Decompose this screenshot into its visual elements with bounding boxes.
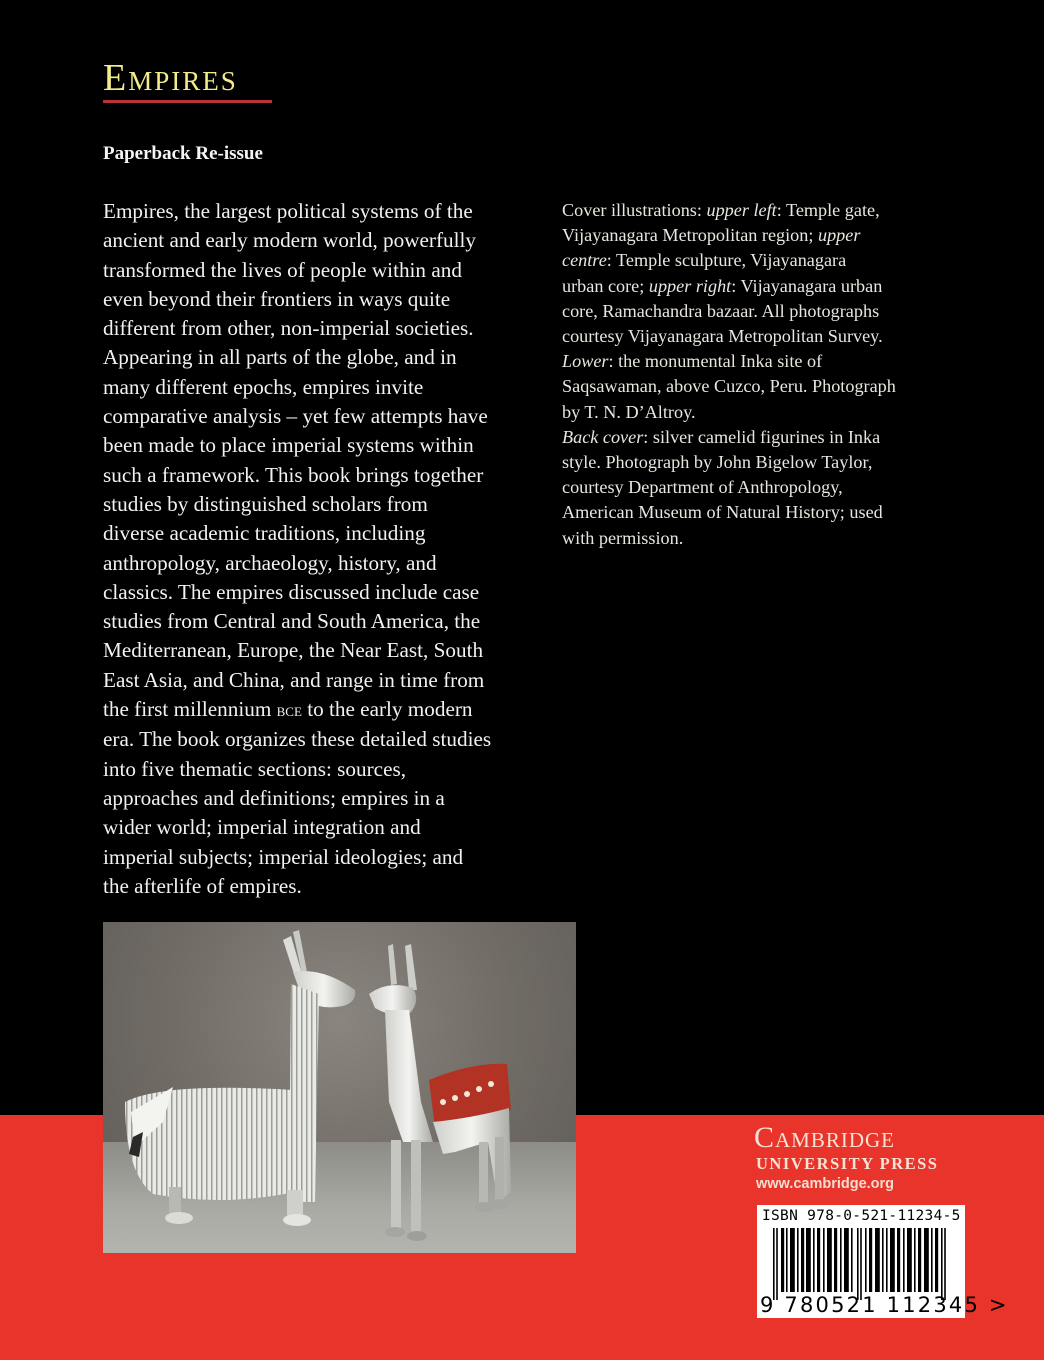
edition-label: Paperback Re-issue bbox=[103, 143, 263, 164]
credit-line: by T. N. D’Altroy. bbox=[562, 401, 696, 422]
book-title: Empires bbox=[103, 57, 238, 99]
blurb-line: Empires, the largest political systems of the bbox=[103, 199, 473, 223]
blurb-line: many different epochs, empires invite bbox=[103, 374, 424, 399]
blurb-text: to the early modern bbox=[301, 697, 473, 722]
small-llama bbox=[369, 944, 511, 1241]
credit-line bbox=[562, 274, 952, 299]
bce-abbreviation: bce bbox=[276, 700, 302, 721]
blurb-line: wider world; imperial integration and bbox=[103, 815, 421, 840]
camelid-figurines-photo bbox=[103, 922, 576, 1253]
blurb-line: anthropology, archaeology, history, and bbox=[103, 550, 437, 575]
blurb-line: even beyond their frontiers in ways quite bbox=[103, 286, 451, 311]
credit-italic: Back cover bbox=[562, 426, 644, 447]
credit-italic: Lower bbox=[562, 351, 609, 372]
credit-line bbox=[562, 223, 952, 248]
llama-figurines-illustration bbox=[103, 922, 576, 1253]
credit-line: courtesy Vijayanagara Metropolitan Survey. bbox=[562, 326, 883, 347]
publisher-name: Cambridge bbox=[754, 1121, 896, 1154]
credit-line bbox=[562, 248, 952, 273]
credit-line: style. Photograph by John Bigelow Taylor, bbox=[562, 452, 873, 473]
blurb-line: into five thematic sections: sources, bbox=[103, 756, 407, 781]
isbn-barcode bbox=[757, 1205, 1009, 1318]
blurb-line bbox=[103, 695, 523, 725]
credit-italic: upper bbox=[817, 225, 861, 246]
barcode-bars-icon bbox=[773, 1228, 953, 1300]
blurb-line: imperial subjects; imperial ideologies; and bbox=[103, 844, 464, 869]
credit-text: : the monumental Inka site of bbox=[608, 351, 823, 372]
book-description bbox=[103, 197, 523, 901]
blurb-line: Mediterranean, Europe, the Near East, South bbox=[103, 638, 484, 663]
publisher-logo bbox=[754, 1122, 938, 1194]
blurb-line: classics. The empires discussed include case bbox=[103, 579, 480, 604]
blurb-line: been made to place imperial systems within bbox=[103, 433, 474, 458]
credit-line: American Museum of Natural History; used bbox=[562, 502, 883, 523]
blurb-line: transformed the lives of people within and bbox=[103, 257, 462, 282]
ean-digits: 9 780521 112345 > bbox=[760, 1293, 1009, 1317]
blurb-line: approaches and definitions; empires in a bbox=[103, 785, 445, 810]
title-underline bbox=[103, 100, 272, 103]
blurb-line: such a framework. This book brings together bbox=[103, 462, 484, 487]
blurb-line: ancient and early modern world, powerfully bbox=[103, 228, 477, 253]
credit-line: courtesy Department of Anthropology, bbox=[562, 477, 843, 498]
credit-text: : Temple gate, bbox=[776, 200, 880, 220]
credit-italic: upper left bbox=[706, 200, 777, 220]
blurb-text: the first millennium bbox=[103, 697, 277, 722]
credit-text: Vijayanagara Metropolitan region; bbox=[562, 225, 818, 246]
credit-text: : Vijayanagara urban bbox=[731, 275, 883, 296]
publisher-url[interactable]: www.cambridge.org bbox=[756, 1176, 895, 1192]
credit-text: : silver camelid figurines in Inka bbox=[643, 426, 881, 447]
blurb-line: diverse academic traditions, including bbox=[103, 521, 426, 546]
cover-credits bbox=[562, 198, 952, 551]
blurb-line: studies by distinguished scholars from bbox=[103, 491, 428, 516]
blurb-line: Appearing in all parts of the globe, and in bbox=[103, 345, 457, 370]
credit-line: core, Ramachandra bazaar. All photographs bbox=[562, 300, 880, 321]
credit-line: with permission. bbox=[562, 527, 684, 548]
credit-line bbox=[562, 425, 952, 450]
blurb-line: the afterlife of empires. bbox=[103, 873, 302, 898]
credit-text: Cover illustrations: bbox=[562, 200, 707, 220]
credit-line bbox=[562, 349, 952, 374]
blurb-line: comparative analysis – yet few attempts have bbox=[103, 404, 488, 429]
credit-line: Saqsawaman, above Cuzco, Peru. Photograph bbox=[562, 376, 896, 397]
blurb-line: East Asia, and China, and range in time from bbox=[103, 667, 485, 692]
isbn-label: ISBN 978-0-521-11234-5 bbox=[762, 1208, 961, 1224]
blurb-line: different from other, non-imperial societies. bbox=[103, 316, 474, 341]
credit-line bbox=[562, 198, 952, 223]
publisher-press: UNIVERSITY PRESS bbox=[756, 1154, 939, 1173]
credit-text: : Temple sculpture, Vijayanagara bbox=[606, 250, 847, 271]
large-llama bbox=[125, 930, 355, 1226]
credit-text: urban core; bbox=[562, 275, 649, 296]
blurb-line: era. The book organizes these detailed studies bbox=[103, 727, 492, 752]
credit-italic: centre bbox=[562, 250, 607, 271]
credit-italic: upper right bbox=[648, 275, 732, 296]
blurb-line: studies from Central and South America, the bbox=[103, 609, 481, 634]
